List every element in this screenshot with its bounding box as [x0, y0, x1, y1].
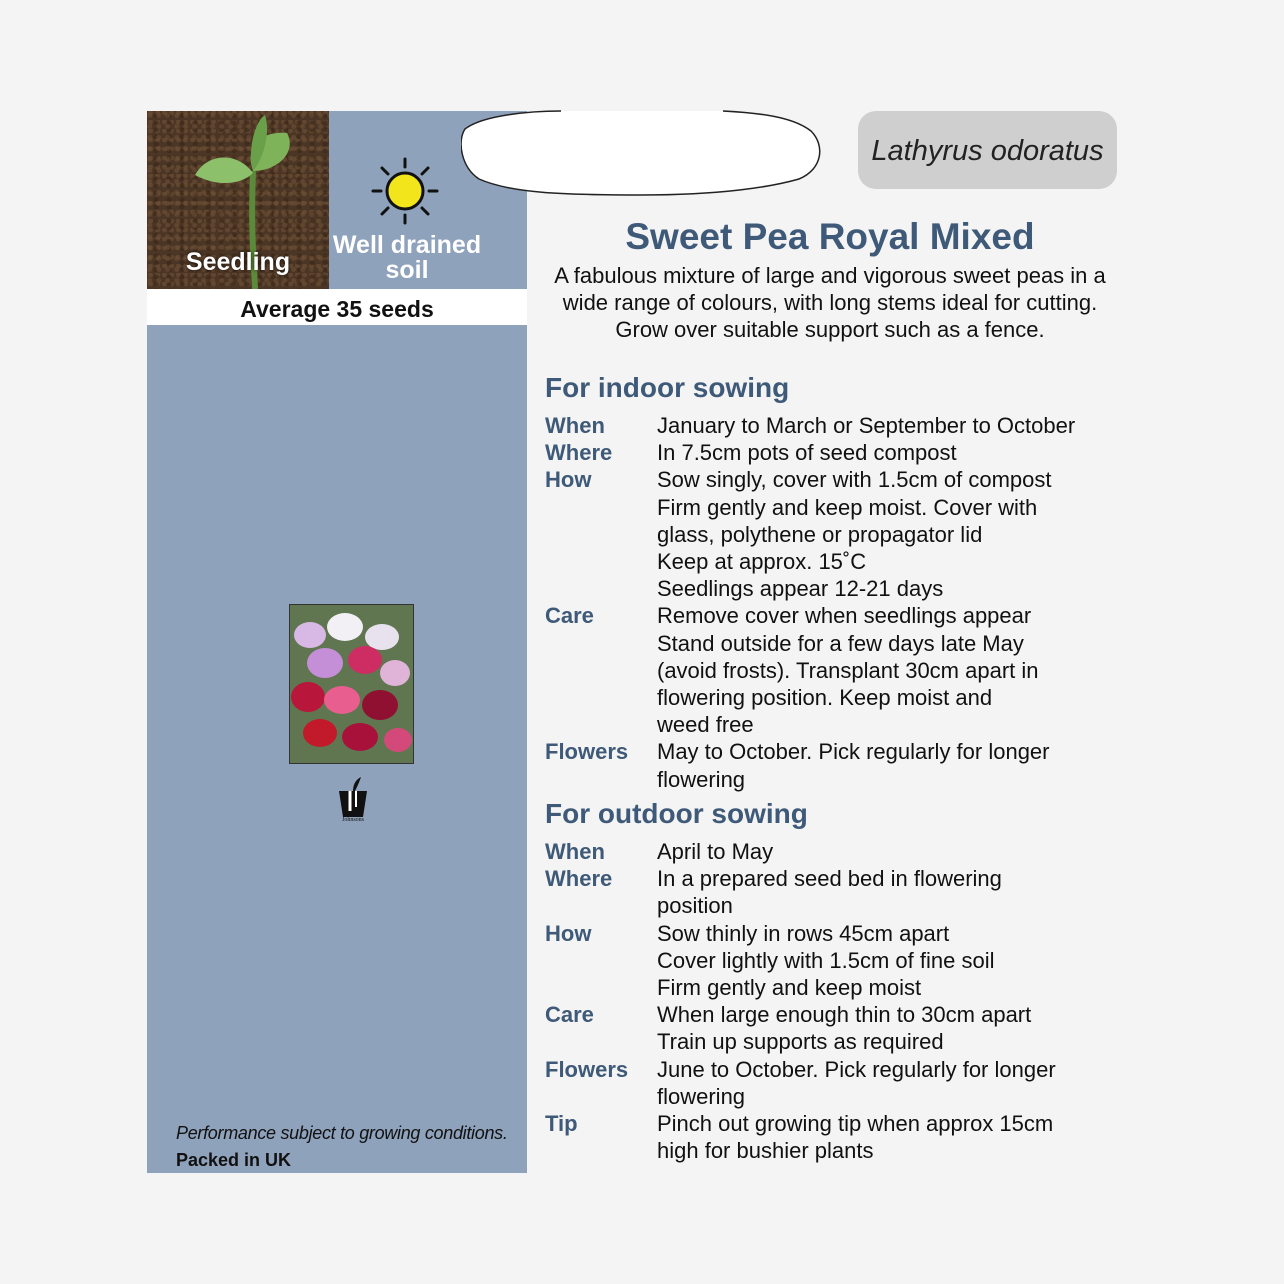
product-title: Sweet Pea Royal Mixed: [625, 216, 1035, 257]
instruction-text: [657, 920, 1125, 1002]
outdoor-title: For outdoor sowing: [545, 798, 808, 829]
logo-text: Johnsons: [341, 817, 364, 823]
left-panel: [147, 111, 527, 1173]
instruction-line: April to May: [657, 839, 774, 864]
instruction-text: [657, 1001, 1125, 1055]
instruction-line: Pinch out growing tip when approx 15cm: [657, 1111, 1054, 1137]
seedling-label: Seedling: [185, 248, 291, 276]
flower-photo: [289, 604, 414, 764]
instruction-row: [545, 838, 1125, 865]
instruction-line: Sow thinly in rows 45cm apart: [657, 920, 950, 946]
instruction-text: [657, 738, 1125, 792]
outdoor-instructions: [545, 838, 1125, 1164]
instruction-label: Where: [545, 440, 613, 466]
instruction-line: (avoid frosts). Transplant 30cm apart in: [657, 657, 1039, 683]
instruction-label: How: [545, 467, 592, 493]
seed-count: Average 35 seeds: [147, 289, 527, 325]
instruction-label: How: [545, 920, 592, 946]
instruction-line: Train up supports as required: [657, 1029, 944, 1055]
instruction-row: [545, 865, 1125, 919]
instruction-label: Flowers: [545, 739, 629, 765]
instruction-line: January to March or September to October: [657, 413, 1076, 438]
instruction-label: Flowers: [545, 1056, 629, 1082]
instruction-line: Firm gently and keep moist: [657, 975, 922, 1001]
instruction-line: May to October. Pick regularly for longer: [657, 739, 1050, 765]
instruction-label: Care: [545, 603, 594, 629]
sun-icon: [373, 159, 437, 223]
instruction-label: When: [545, 839, 605, 864]
instruction-row: [545, 920, 1125, 1002]
instruction-line: flowering position. Keep moist and: [657, 685, 993, 711]
instruction-line: high for bushier plants: [657, 1138, 874, 1164]
instruction-line: Stand outside for a few days late May: [657, 630, 1024, 656]
packed-in: Packed in UK: [176, 1150, 292, 1170]
instruction-line: glass, polythene or propagator lid: [657, 521, 983, 547]
disclaimer: Performance subject to growing conditions.: [176, 1123, 508, 1143]
instruction-text: [657, 602, 1125, 738]
instruction-line: Firm gently and keep moist. Cover with: [657, 494, 1038, 520]
instruction-line: position: [657, 893, 733, 919]
instruction-line: Keep at approx. 15˚C: [657, 549, 867, 575]
instruction-row: [545, 602, 1125, 738]
instruction-line: flowering: [657, 1083, 746, 1109]
indoor-title: For indoor sowing: [545, 372, 790, 403]
instruction-line: Remove cover when seedlings appear: [657, 603, 1032, 629]
seedling-photo: [147, 111, 329, 289]
latin-name: Lathyrus odoratus: [858, 111, 1117, 189]
instruction-label: Tip: [545, 1111, 578, 1137]
instruction-row: [545, 1001, 1125, 1055]
instruction-line: June to October. Pick regularly for longer: [657, 1056, 1056, 1082]
instruction-row: [545, 1110, 1125, 1164]
instruction-text: [657, 865, 1125, 919]
instruction-line: weed free: [657, 712, 754, 738]
instruction-line: When large enough thin to 30cm apart: [657, 1002, 1032, 1028]
instruction-line: Cover lightly with 1.5cm of fine soil: [657, 947, 995, 973]
product-description: A fabulous mixture of large and vigorous sweet peas in a wide range of colours, with long stems ideal for cutting. Grow over suitable support such as a fence.: [554, 263, 1106, 342]
instruction-line: In a prepared seed bed in flowering: [657, 866, 1002, 892]
hang-hole: [461, 109, 823, 201]
instruction-text: [657, 439, 1125, 466]
instruction-row: [545, 412, 1125, 439]
instruction-row: [545, 439, 1125, 466]
instruction-text: [657, 466, 1125, 602]
instruction-line: In 7.5cm pots of seed compost: [657, 440, 957, 466]
soil-label: Well drained soil: [332, 231, 482, 284]
seed-packet: [147, 111, 1122, 1173]
instruction-label: When: [545, 413, 605, 438]
instruction-text: [657, 838, 1125, 865]
instruction-text: [657, 1056, 1125, 1110]
instruction-line: Sow singly, cover with 1.5cm of compost: [657, 467, 1052, 493]
instruction-line: flowering: [657, 766, 746, 792]
instruction-row: [545, 1056, 1125, 1110]
instruction-text: [657, 412, 1125, 439]
instruction-row: [545, 738, 1125, 792]
instruction-line: Seedlings appear 12-21 days: [657, 576, 944, 602]
indoor-instructions: [545, 412, 1125, 793]
instruction-text: [657, 1110, 1125, 1164]
instruction-row: [545, 466, 1125, 602]
instruction-label: Care: [545, 1002, 594, 1028]
instruction-label: Where: [545, 866, 613, 892]
